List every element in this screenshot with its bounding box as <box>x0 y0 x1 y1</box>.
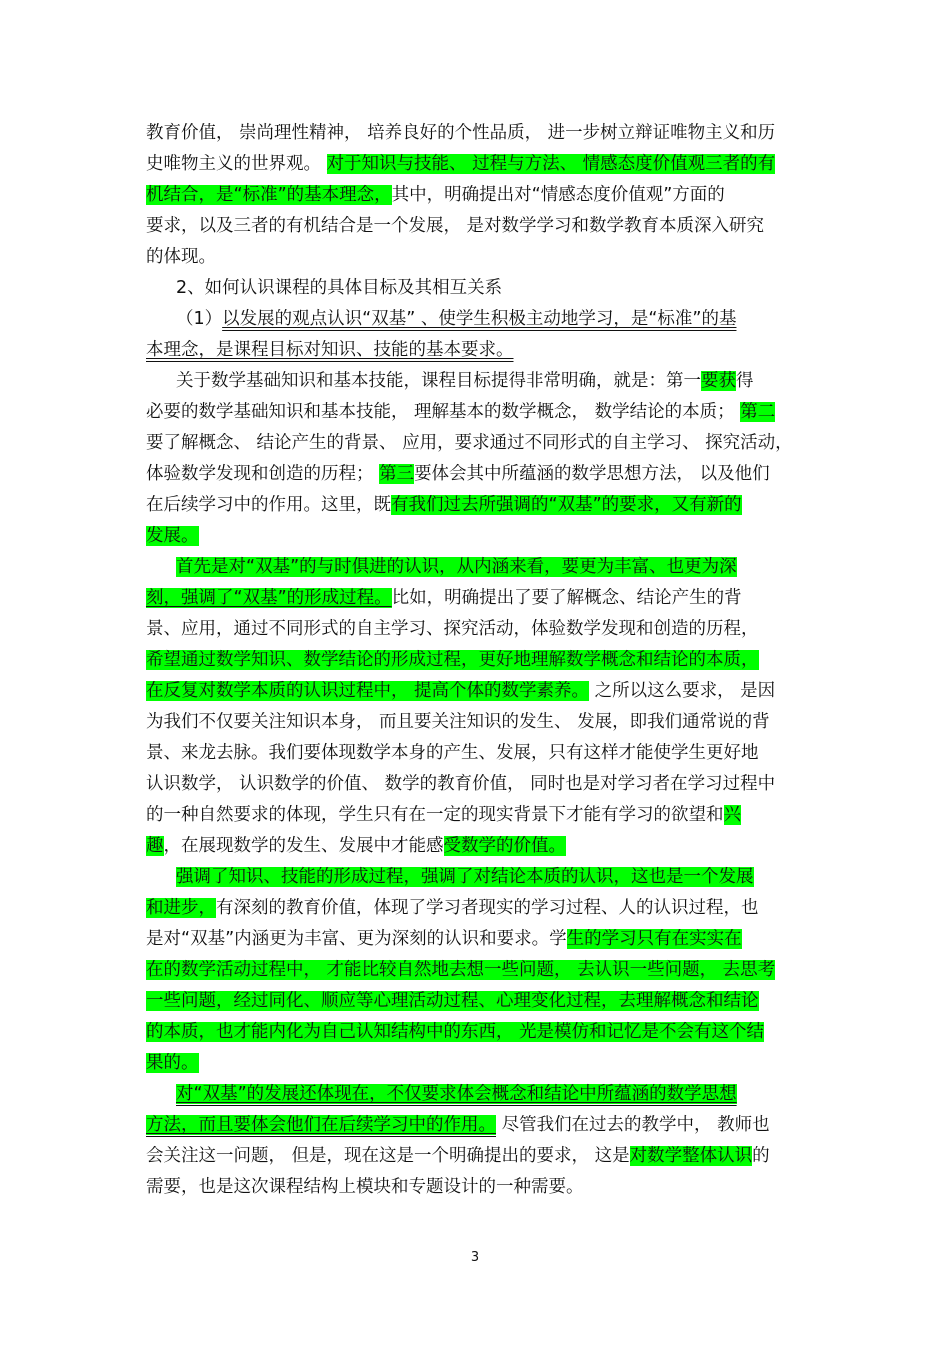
text-line <box>146 893 811 924</box>
highlighted-text: 受数学的价值。 <box>443 836 566 856</box>
text-line <box>146 769 811 800</box>
text-line <box>146 707 811 738</box>
text-segment: 教育价值， 崇尚理性精神， 培养良好的个性品质， 进一步树立辩证唯物主义和历 <box>146 123 776 143</box>
text-line <box>146 1110 811 1141</box>
text-line <box>146 738 811 769</box>
body-text <box>146 118 811 1203</box>
text-segment: 得 <box>736 371 754 391</box>
text-line <box>146 428 811 459</box>
text-segment: 为我们不仅要关注知识本身， 而且要关注知识的发生、 发展，即我们通常说的背 <box>146 712 770 732</box>
text-line <box>146 1141 811 1172</box>
text-line <box>146 397 811 428</box>
text-segment: 在后续学习中的作用。这里，既 <box>146 495 391 515</box>
text-line <box>146 490 811 521</box>
text-line <box>146 242 811 273</box>
text-line <box>146 180 811 211</box>
highlighted-text: 对数学整体认识 <box>629 1146 753 1166</box>
highlighted-text: 要获 <box>701 371 736 391</box>
text-line <box>146 335 811 366</box>
highlighted-text: 希望通过数学知识、数学结论的形成过程，更好地理解数学概念和结论的本质， <box>146 650 759 670</box>
text-line <box>146 118 811 149</box>
highlighted-text: 果的。 <box>146 1053 199 1073</box>
text-line <box>146 1017 811 1048</box>
text-line <box>146 986 811 1017</box>
text-line <box>146 614 811 645</box>
text-segment: 要求，以及三者的有机结合是一个发展， 是对数学学习和数学教育本质深入研究 <box>146 216 765 236</box>
text-segment: 是对“双基”内涵更为丰富、更为深刻的认识和要求。学 <box>146 929 567 949</box>
text-segment: 其中，明确提出对“情感态度价值观”方面的 <box>391 185 725 205</box>
highlighted-text: 生的学习只有在实实在 <box>566 929 742 949</box>
text-line <box>146 1048 811 1079</box>
highlighted-text: 机结合，是“标准”的基本理念， <box>146 185 392 205</box>
text-segment: 关于数学基础知识和基本技能，课程目标提得非常明确，就是：第一 <box>176 371 701 391</box>
text-segment: （1） <box>176 309 223 329</box>
text-segment: 比如，明确提出了要了解概念、结论产生的背 <box>391 588 742 608</box>
text-line <box>146 583 811 614</box>
text-segment: 史唯物主义的世界观。 <box>146 154 327 174</box>
text-line <box>146 521 811 552</box>
highlighted-text: 对于知识与技能、 过程与方法、 情感态度价值观三者的有 <box>326 154 776 174</box>
text-segment: 以发展的观点认识“双基” 、使学生积极主动地学习，是“标准”的基 <box>222 309 737 329</box>
highlighted-text: 在的数学活动过程中， 才能比较自然地去想一些问题， 去认识一些问题， 去思考 <box>146 960 776 980</box>
text-segment: 要了解概念、 结论产生的背景、 应用，要求通过不同形式的自主学习、 探究活动， <box>146 433 793 453</box>
text-line <box>146 924 811 955</box>
text-segment: 要体会其中所蕴涵的数学思想方法， 以及他们 <box>414 464 770 484</box>
text-line <box>146 211 811 242</box>
highlighted-text: 方法，而且要体会他们在后续学习中的作用。 <box>146 1115 496 1135</box>
text-segment: 本理念，是课程目标对知识、技能的基本要求。 <box>146 340 514 360</box>
highlighted-text: 第二 <box>740 402 776 422</box>
highlighted-text: 发展。 <box>146 526 199 546</box>
text-line <box>146 149 811 180</box>
text-line <box>146 831 811 862</box>
highlighted-text: 有我们过去所强调的“双基”的要求，又有新的 <box>391 495 742 515</box>
text-line <box>146 304 811 335</box>
highlighted-text: 在反复对数学本质的认识过程中， 提高个体的数学素养。 <box>146 681 590 701</box>
text-segment: 的一种自然要求的体现，学生只有在一定的现实背景下才能有学习的欲望和 <box>146 805 724 825</box>
text-segment: 必要的数学基础知识和基本技能， 理解基本的数学概念， 数学结论的本质； <box>146 402 741 422</box>
text-segment: 体验数学发现和创造的历程； <box>146 464 380 484</box>
highlighted-text: 第三 <box>379 464 415 484</box>
text-line <box>146 273 811 304</box>
highlighted-text: 兴 <box>723 805 741 825</box>
text-segment: 之所以这么要求， 是因 <box>589 681 776 701</box>
text-line <box>146 645 811 676</box>
text-segment: ，在展现数学的发生、发展中才能感 <box>163 836 444 856</box>
highlighted-text: 和进步， <box>146 898 216 918</box>
highlighted-text: 对“双基”的发展还体现在，不仅要求体会概念和结论中所蕴涵的数学思想 <box>176 1084 737 1104</box>
text-line <box>146 1079 811 1110</box>
text-segment: 会关注这一问题， 但是，现在这是一个明确提出的要求， 这是 <box>146 1146 630 1166</box>
text-segment: 2、如何认识课程的具体目标及其相互关系 <box>176 278 503 298</box>
text-segment: 有深刻的教育价值，体现了学习者现实的学习过程、人的认识过程，也 <box>216 898 759 918</box>
text-segment: 尽管我们在过去的教学中， 教师也 <box>496 1115 770 1135</box>
text-segment: 的体现。 <box>146 247 216 267</box>
highlighted-text: 一些问题，经过同化、顺应等心理活动过程、心理变化过程，去理解概念和结论 <box>146 991 759 1011</box>
text-line <box>146 862 811 893</box>
text-segment: 景、应用，通过不同形式的自主学习、探究活动，体验数学发现和创造的历程， <box>146 619 759 639</box>
text-line <box>146 366 811 397</box>
text-segment: 的 <box>752 1146 770 1166</box>
page-number: 3 <box>470 1250 480 1265</box>
text-line <box>146 552 811 583</box>
highlighted-text: 强调了知识、技能的形成过程，强调了对结论本质的认识，这也是一个发展 <box>176 867 754 887</box>
highlighted-text: 趣 <box>146 836 164 856</box>
text-line <box>146 459 811 490</box>
text-line <box>146 955 811 986</box>
text-segment: 需要，也是这次课程结构上模块和专题设计的一种需要。 <box>146 1177 584 1197</box>
highlighted-text: 首先是对“双基”的与时俱进的认识，从内涵来看，要更为丰富、也更为深 <box>176 557 737 577</box>
text-line <box>146 676 811 707</box>
text-line <box>146 800 811 831</box>
text-segment: 景、来龙去脉。我们要体现数学本身的产生、发展，只有这样才能使学生更好地 <box>146 743 759 763</box>
text-segment: 认识数学， 认识数学的价值、 数学的教育价值， 同时也是对学习者在学习过程中 <box>146 774 776 794</box>
text-line <box>146 1172 811 1203</box>
highlighted-text: 刻，强调了“双基”的形成过程。 <box>146 588 392 608</box>
highlighted-text: 的本质，也才能内化为自己认知结构中的东西， 光是模仿和记忆是不会有这个结 <box>146 1022 765 1042</box>
